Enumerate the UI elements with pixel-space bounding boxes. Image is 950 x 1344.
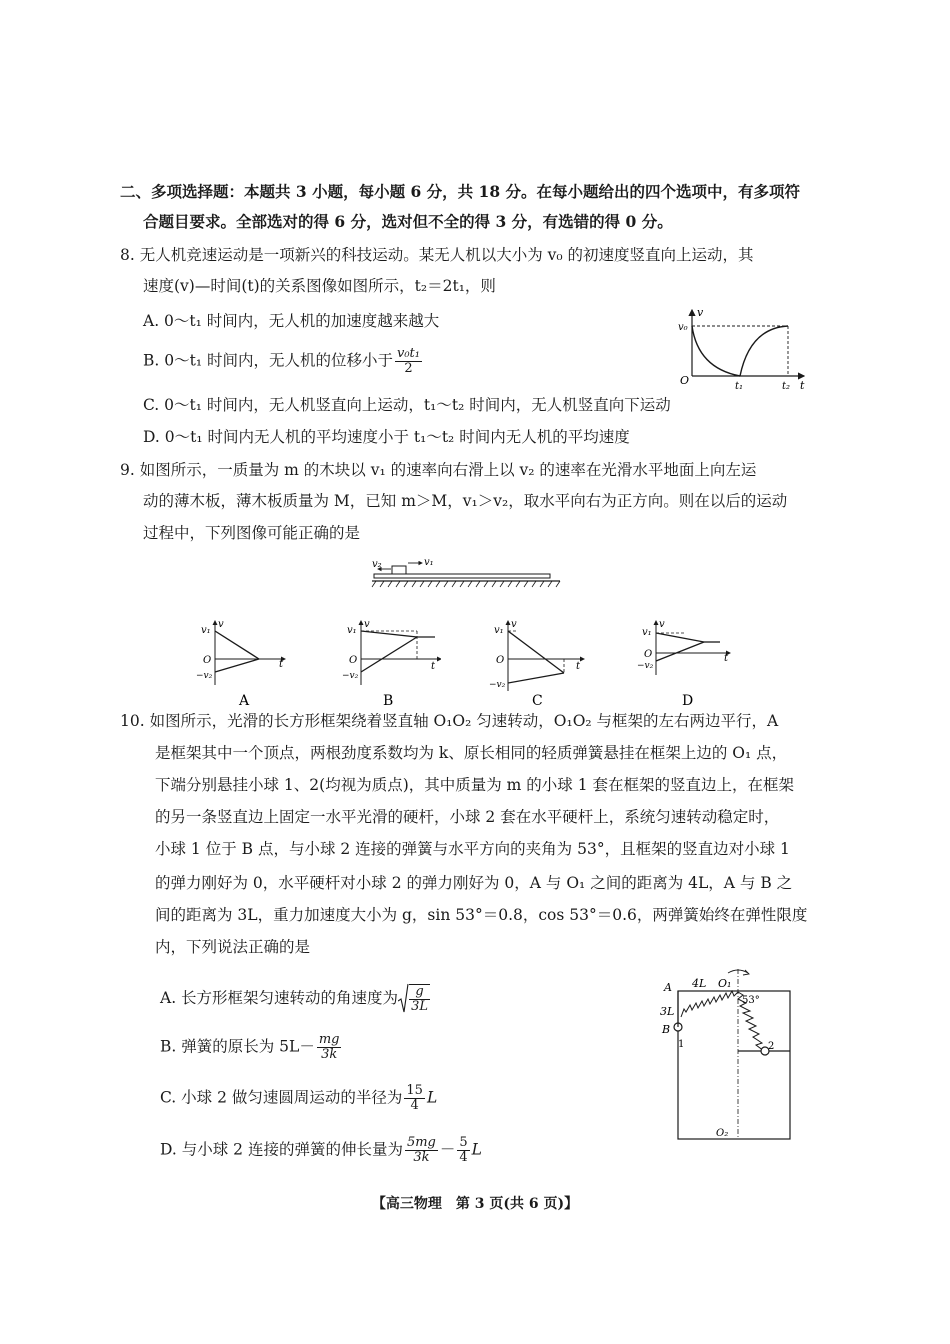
q9b-o-label: O: [349, 655, 358, 666]
q10-fig-label-o2: O₂: [716, 1128, 729, 1139]
q10-option-a: [160, 983, 432, 1015]
q8-t2-label: t₂: [782, 381, 791, 392]
q10-fig-label-ball-2: 2: [768, 1041, 775, 1052]
q10-option-b-denominator: 3k: [321, 1047, 338, 1062]
q9c-o-label: O: [496, 655, 505, 666]
q10-option-d-suffix: L: [471, 1140, 482, 1159]
q8-option-b: [143, 347, 424, 376]
q9-fig-v1-label: v₁: [424, 557, 434, 568]
q10-option-c-text: C. 小球 2 做匀速圆周运动的半径为: [160, 1088, 403, 1107]
q9-stem-line1: 9. 如图所示，一质量为 m 的木块以 v₁ 的速率向右滑上以 v₂ 的速率在光滑水平地面上向左运: [120, 461, 757, 479]
q10-frame-figure: [654, 965, 804, 1143]
q10-option-a-denominator: 3L: [411, 999, 428, 1014]
q10-option-d-denominator2: 4: [459, 1150, 468, 1165]
q10-option-c-numerator: 15: [406, 1083, 423, 1098]
q8-option-b-denominator: 2: [404, 361, 413, 376]
q8-option-b-numerator: v₀t₁: [396, 346, 420, 361]
q10-stem-line1: 10. 如图所示，光滑的长方形框架绕着竖直轴 O₁O₂ 匀速转动，O₁O₂ 与框架的左右两边平行，A: [120, 712, 779, 730]
q9-block: [392, 566, 406, 574]
q10-option-b: [160, 1033, 343, 1062]
q10-option-a-numerator: g: [409, 985, 430, 1000]
q9d-block-line: [656, 633, 704, 642]
q10-spring-1: [681, 991, 738, 1017]
q10-fig-label-ball-1: 1: [678, 1039, 685, 1050]
q10-option-c: [160, 1084, 437, 1113]
q10-option-d: [160, 1136, 482, 1165]
q10-option-c-suffix: L: [426, 1088, 438, 1107]
q10-stem-line8: 内，下列说法正确的是: [155, 938, 311, 956]
q8-option-c: C. 0～t₁ 时间内，无人机竖直向上运动，t₁～t₂ 时间内，无人机竖直向下运动: [143, 396, 671, 414]
q8-t-label: t: [800, 379, 805, 392]
q9d-v1-label: v₁: [642, 627, 652, 638]
q10-option-d-numerator1: 5mg: [406, 1135, 436, 1150]
q9d-board-line: [656, 642, 704, 661]
q10-option-c-denominator: 4: [410, 1098, 419, 1113]
q8-stem-line1: 8. 无人机竞速运动是一项新兴的科技运动。某无人机以大小为 v₀ 的初速度竖直向上运动，其: [120, 246, 754, 264]
q8-option-a: A. 0～t₁ 时间内，无人机的加速度越来越大: [143, 312, 440, 330]
q9c-neg-v2-label: −v₂: [489, 680, 506, 690]
q8-option-b-fraction: [395, 347, 422, 376]
q9-graph-d: [634, 617, 744, 711]
q8-origin-label: O: [680, 374, 690, 387]
q9b-neg-v2-label: −v₂: [342, 671, 359, 681]
q9b-board-line: [361, 637, 417, 672]
q9a-o-label: O: [203, 655, 212, 666]
q10-stem-line3: 下端分别悬挂小球 1、2(均视为质点)，其中质量为 m 的小球 1 套在框架的竖直边上，在框架: [155, 776, 795, 794]
q9a-t-label: t: [279, 659, 284, 670]
q10-fig-label-3l: 3L: [660, 1005, 675, 1018]
q10-fig-label-o1: O₁: [718, 977, 732, 990]
q9b-v-label: v: [364, 619, 370, 630]
page-footer: 【高三物理 第 3 页(共 6 页)】: [371, 1196, 579, 1212]
q9-stem-line3: 过程中，下列图像可能正确的是: [143, 524, 361, 542]
q10-stem-line4: 的另一条竖直边上固定一水平光滑的硬杆，小球 2 套在水平硬杆上，系统匀速转动稳定时，: [155, 808, 780, 826]
q9d-t-label: t: [724, 653, 729, 664]
q10-option-d-numerator2: 5: [459, 1135, 468, 1150]
q9a-block-line: [215, 631, 259, 659]
q9a-v1-label: v₁: [201, 625, 211, 636]
q9b-option-label: B: [383, 693, 394, 709]
q9c-v-label: v: [511, 619, 517, 630]
q10-option-a-fraction: [409, 984, 430, 1014]
q9d-neg-v2-label: −v₂: [637, 661, 654, 671]
q10-stem-line7: 间的距离为 3L，重力加速度大小为 g，sin 53°＝0.8，cos 53°＝0.6，两弹簧始终在弹性限度: [155, 906, 808, 924]
q10-option-d-text: D. 与小球 2 连接的弹簧的伸长量为: [160, 1140, 403, 1159]
q9a-v-label: v: [218, 619, 224, 630]
q9-graph-a: [195, 617, 295, 711]
q10-stem-line6: 的弹力刚好为 0，水平硬杆对小球 2 的弹力刚好为 0，A 与 O₁ 之间的距离为 4L，A 与 B 之: [155, 874, 793, 892]
q10-stem-line2: 是框架其中一个顶点，两根劲度系数均为 k、原长相同的轻质弹簧悬挂在框架上边的 O₁ 点，: [155, 744, 788, 762]
q9a-neg-v2-label: −v₂: [196, 671, 213, 681]
q10-stem-line5: 小球 1 位于 B 点，与小球 2 连接的弹簧与水平方向的夹角为 53°，且框架的竖直边对小球 1: [155, 840, 790, 858]
section-header-line2: 合题目要求。全部选对的得 6 分，选对但不全的得 3 分，有选错的得 0 分。: [143, 212, 673, 231]
q9d-o-label: O: [644, 649, 653, 660]
q9b-block-line: [361, 631, 417, 637]
q10-option-a-text: A. 长方形框架匀速转动的角速度为: [160, 989, 399, 1007]
q10-option-c-fraction: [404, 1084, 425, 1113]
sqrt-sign-icon: [398, 983, 409, 1015]
q8-curve-decel: [692, 326, 740, 376]
q9-stem-line2: 动的薄木板，薄木板质量为 M，已知 m＞M，v₁＞v₂，取水平向右为正方向。则在以后的运动: [143, 492, 788, 510]
q9b-t-label: t: [431, 661, 436, 672]
q9-graph-b: [341, 617, 441, 711]
q8-curve-accel: [740, 326, 788, 376]
q9-block-board-figure: [364, 554, 564, 590]
q10-option-b-text: B. 弹簧的原长为 5L－: [160, 1037, 315, 1056]
q10-option-d-minus: －: [439, 1140, 456, 1159]
q8-option-d: D. 0～t₁ 时间内无人机的平均速度小于 t₁～t₂ 时间内无人机的平均速度: [143, 428, 630, 446]
q9c-board-line: [508, 673, 564, 683]
q9c-option-label: C: [532, 693, 543, 709]
q9c-t-label: t: [576, 661, 581, 672]
q10-fig-label-4l: 4L: [692, 977, 707, 990]
q10-option-d-denominator1: 3k: [413, 1150, 430, 1165]
q8-v-label: v: [697, 306, 704, 319]
q10-rectangular-frame: [678, 991, 790, 1139]
q8-v0-label: v₀: [678, 322, 688, 333]
q9a-option-label: A: [239, 693, 250, 709]
q8-vt-graph: [676, 306, 811, 396]
q9-ground-hatching: [372, 581, 560, 587]
q9c-block-line: [508, 631, 564, 673]
q10-option-d-fraction1: [405, 1136, 438, 1165]
q10-fig-label-a: A: [664, 981, 672, 994]
q9-board: [374, 574, 550, 578]
q10-fig-label-b: B: [662, 1023, 671, 1036]
q10-option-a-sqrt: [398, 983, 432, 1015]
q8-stem-line2: 速度(v)—时间(t)的关系图像如图所示，t₂＝2t₁，则: [143, 277, 496, 295]
q10-fig-label-angle: 53°: [742, 995, 760, 1006]
q9-fig-v2-label: v₂: [372, 559, 382, 570]
q9-graph-c: [488, 617, 588, 711]
q9c-v1-label: v₁: [494, 625, 504, 636]
q9d-v-label: v: [659, 619, 665, 630]
q10-option-b-fraction: [317, 1033, 342, 1062]
q8-option-b-text: B. 0～t₁ 时间内，无人机的位移小于: [143, 351, 393, 370]
q9b-v1-label: v₁: [347, 625, 357, 636]
section-header-line1: 二、多项选择题：本题共 3 小题，每小题 6 分，共 18 分。在每小题给出的四个选项中，有多项符: [120, 182, 801, 201]
q10-option-b-numerator: mg: [318, 1032, 340, 1047]
q8-t1-label: t₁: [735, 381, 744, 392]
q9a-board-line: [215, 659, 259, 672]
q9d-option-label: D: [682, 693, 694, 709]
q10-option-d-fraction2: [457, 1136, 469, 1165]
